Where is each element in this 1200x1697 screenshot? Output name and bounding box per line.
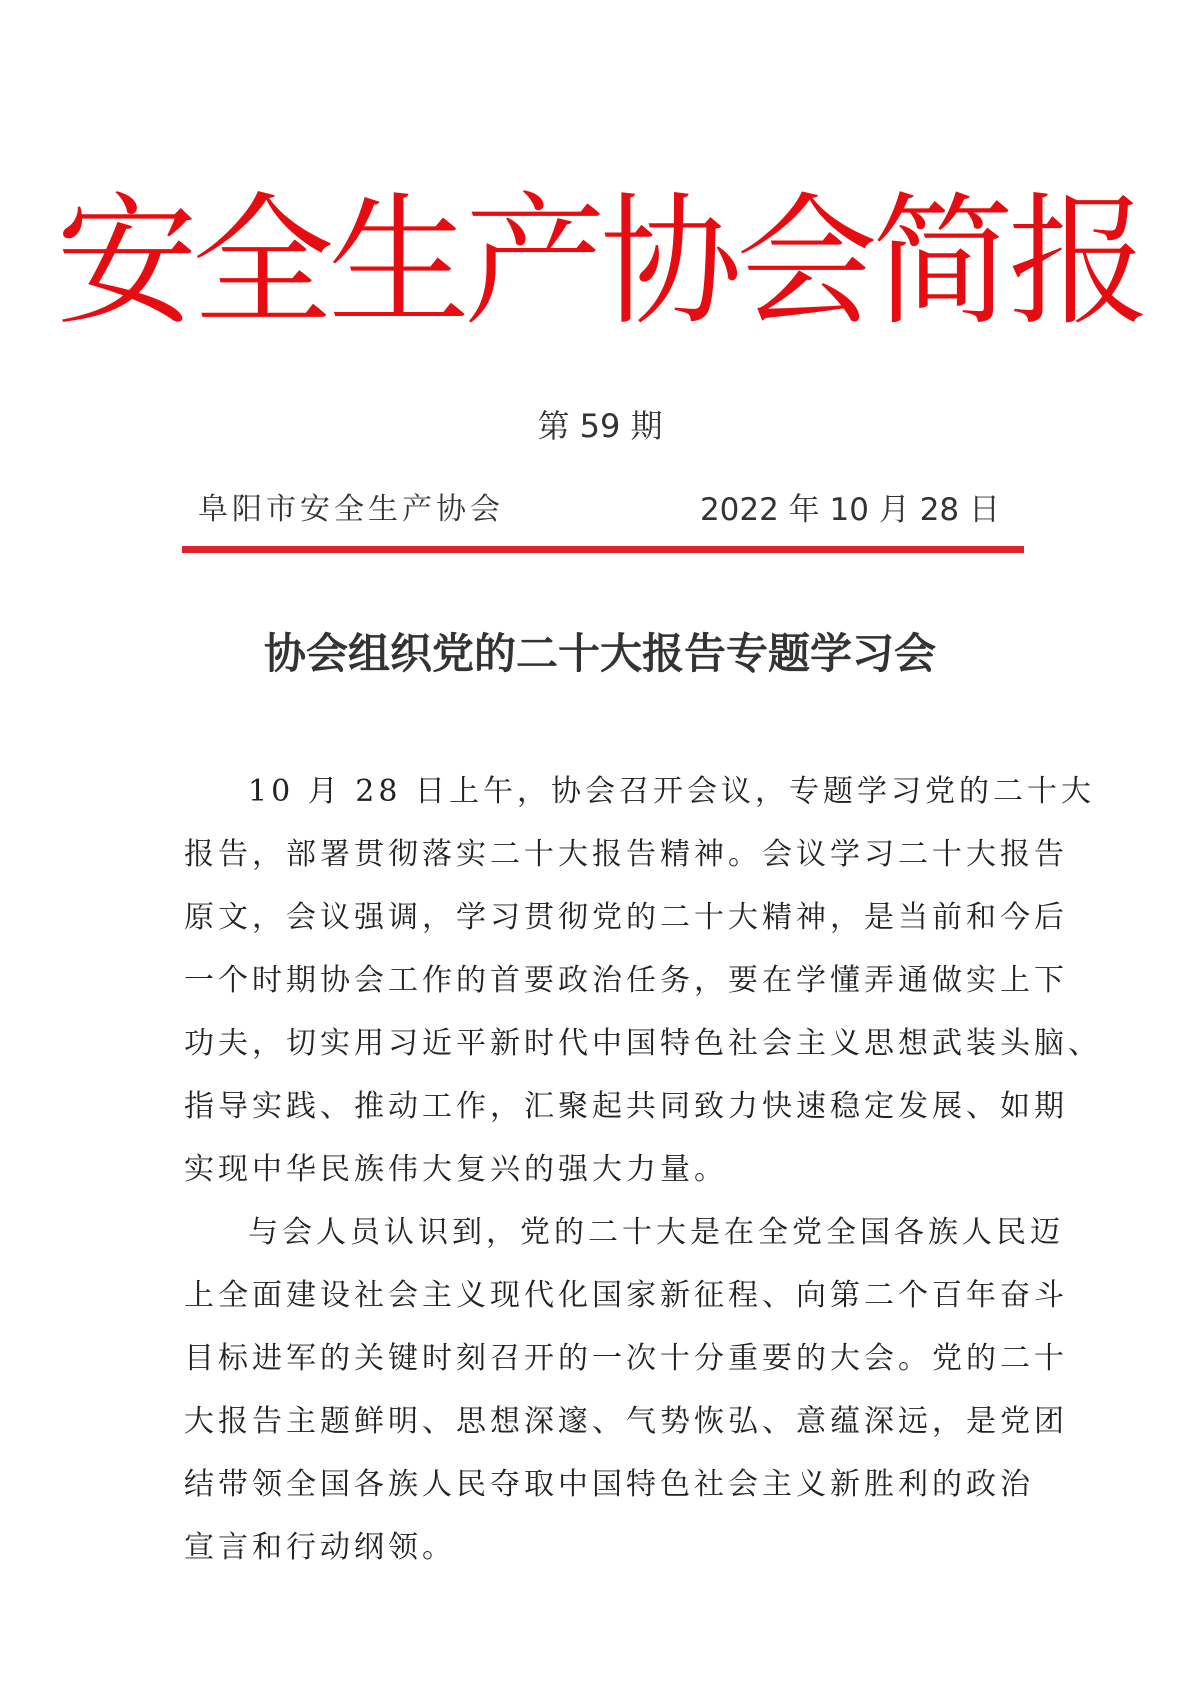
- body-line: 功夫，切实用习近平新时代中国特色社会主义思想武装头脑、: [184, 1026, 1102, 1061]
- body-line: 指导实践、推动工作，汇聚起共同致力快速稳定发展、如期: [184, 1089, 1068, 1124]
- body-line: 上全面建设社会主义现代化国家新征程、向第二个百年奋斗: [184, 1278, 1068, 1313]
- red-divider: [182, 546, 1024, 553]
- issuer-name: 阜阳市安全生产协会: [198, 492, 504, 527]
- body-line: 报告，部署贯彻落实二十大报告精神。会议学习二十大报告: [184, 837, 1068, 872]
- body-line: 大报告主题鲜明、思想深邃、气势恢弘、意蕴深远，是党团: [184, 1404, 1068, 1439]
- body-line: 一个时期协会工作的首要政治任务，要在学懂弄通做实上下: [184, 963, 1068, 998]
- article-headline: 协会组织党的二十大报告专题学习会: [263, 629, 936, 678]
- issue-number: 第 59 期: [537, 407, 663, 445]
- article-body: [184, 760, 1102, 1579]
- body-line: 目标进军的关键时刻召开的一次十分重要的大会。党的二十: [184, 1341, 1068, 1376]
- body-line: 与会人员认识到，党的二十大是在全党全国各族人民迈: [248, 1215, 1064, 1250]
- body-line: 宣言和行动纲领。: [184, 1530, 456, 1565]
- body-line: 原文，会议强调，学习贯彻党的二十大精神，是当前和今后: [184, 900, 1068, 935]
- body-line: 10 月 28 日上午，协会召开会议，专题学习党的二十大: [248, 774, 1095, 809]
- issue-date: 2022 年 10 月 28 日: [699, 492, 1000, 528]
- body-line: 实现中华民族伟大复兴的强大力量。: [184, 1152, 728, 1187]
- masthead-title: 安全生产协会简报: [56, 180, 1144, 345]
- body-line: 结带领全国各族人民夺取中国特色社会主义新胜利的政治: [184, 1467, 1034, 1502]
